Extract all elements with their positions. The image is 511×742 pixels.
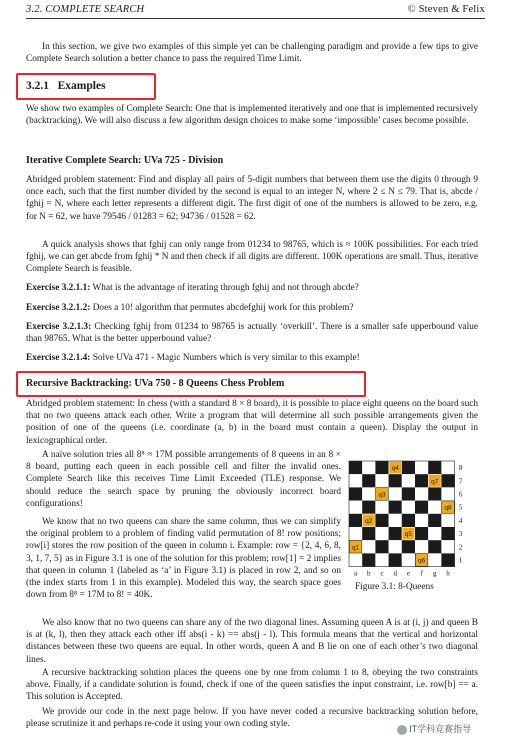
file-label: h [446,569,450,578]
board-square [415,527,428,540]
board-square [375,501,388,514]
exercise-2 [26,302,478,314]
recursive-heading: Recursive Backtracking: UVa 750 - 8 Queens Chess Problem [26,378,285,389]
board-square [362,461,375,474]
file-label: e [406,569,410,578]
board-square [441,553,454,566]
queen-label: q6 [417,557,426,565]
recursive-paragraph-3: We know that no two queens can share the same column, thus we can simplify the original problem to a problem of finding valid permutation of 8! row positions; row[i] stores the row position of the queen in column i. Example: row = {2, 4, 6, 8, 3, 1, 7, 5} as in Figure 3.1 is one of the solution for this problem; row[1] = 2 implies that queen in column 1 (labeled as ‘a’ in Figure 3.1) is placed in row 2, and so on (the index starts from 1 in this example). Modeled this way, the search space goes down from 8⁸ = 17M to 8! = 40K. [26,517,341,601]
board-square [402,461,415,474]
recursive-paragraph-1: Abridged problem statement: In chess (with a standard 8 × 8 board), it is possible to place eight queens on the board such that no two queens attack each other. Write a program that will determine all such possible arrangements given the position of one of the queens (i.e. coordinate (a, b) in the board must contain a queen). Display the output in lexicographical order. [26,399,478,446]
board-square [375,540,388,553]
header-rule [26,18,485,19]
exercise-label: Exercise 3.2.1.3: [26,322,92,332]
board-square [441,514,454,527]
board-square [441,540,454,553]
board-square [428,514,441,527]
exercise-4 [26,352,478,364]
file-label: g [433,569,437,578]
watermark-text: IT学科竞赛指导 [409,725,472,735]
board-square [428,540,441,553]
board-square [441,487,454,500]
iterative-heading: Iterative Complete Search: UVa 725 - Division [26,155,224,166]
board-square [415,540,428,553]
examples-paragraph: We show two examples of Complete Search: One that is implemented iteratively and one that is implemented recursively (backtracking). We will also discuss a few algorithm design choices to make some ‘impossible’ cases become possible. [26,104,478,127]
queen-label: q8 [444,504,452,512]
board-square [428,553,441,566]
board-square [389,501,402,514]
exercise-text: Does a 10! algorithm that permutes abcdefghij work for this problem? [92,303,354,313]
recursive-paragraph-2: A naïve solution tries all 8⁸ ≈ 17M possible arrangements of 8 queens in an 8 × 8 board, putting each queen in each possible cell and filter the invalid ones. Complete Search like this receives Time Limit Exceeded (TLE) response. We should reduce the search space by pruning the obviously incorrect board configurations! [26,450,341,509]
board-square [402,540,415,553]
board-square [349,527,362,540]
board-square [428,487,441,500]
queen-label: q3 [378,491,386,499]
file-label: c [380,569,384,578]
board-square [389,487,402,500]
recursive-highlight-box [16,371,366,397]
board-square [362,553,375,566]
board-square [389,527,402,540]
board-square [402,501,415,514]
rank-label: 8 [458,464,463,473]
recursive-paragraph-6: We provide our code in the next page below. If you have never coded a recursive backtracking solution before, please scrutinize it and perhaps re-code it using your own coding style. [26,707,478,730]
board-square [362,487,375,500]
intro-paragraph: In this section, we give two examples of this simple yet can be challenging paradigm and provide a few tips to give Complete Search solution a better chance to pass the required Time Limit. [26,42,478,65]
exercise-3 [26,321,478,345]
board-square [415,461,428,474]
section-highlight-box [16,73,156,100]
exercise-1 [26,282,478,294]
exercise-label: Exercise 3.2.1.2: [26,303,91,313]
header-authors: © Steven & Felix [407,4,485,15]
board-square [402,474,415,487]
board-square [402,487,415,500]
board-square [349,461,362,474]
board-square [415,501,428,514]
board-square [362,501,375,514]
board-square [389,553,402,566]
board-square [415,514,428,527]
board-square [428,527,441,540]
exercise-label: Exercise 3.2.1.1: [26,283,91,293]
board-square [362,527,375,540]
board-square [402,514,415,527]
exercise-text: What is the advantage of iterating through fghij and not through abcde? [92,283,359,293]
board-square [441,461,454,474]
queen-label: q4 [391,465,399,473]
queen-label: q1 [351,544,360,552]
board-square [349,487,362,500]
figure-caption: Figure 3.1: 8-Queens [355,582,434,592]
rank-label: 7 [458,477,463,486]
rank-label: 4 [458,516,463,525]
file-label: a [354,569,358,578]
file-label: d [393,569,397,578]
header-chapter: 3.2. COMPLETE SEARCH [26,4,145,15]
board-square [375,461,388,474]
exercise-text: Checking fghij from 01234 to 98765 is actually ‘overkill’. There is a smaller safe upperbound value than 98765. What is the better upperbound value? [26,322,479,345]
board-square [349,553,362,566]
board-square [362,540,375,553]
rank-label: 3 [458,530,463,539]
section-title: Examples [57,80,106,92]
recursive-paragraph-5: A recursive backtracking solution places the queens one by one from column 1 to 8, obeying the two constraints above. Finally, if a candidate solution is found, check if one of the queen satisfies the input constraint, i.e. row[b] == a. This solution is Accepted. [26,668,478,703]
board-square [389,514,402,527]
board-square [389,540,402,553]
wechat-icon [397,725,407,735]
section-number: 3.2.1 [26,80,49,92]
eight-queens-board [345,457,470,597]
board-square [375,474,388,487]
iterative-paragraph-2: A quick analysis shows that fghij can only range from 01234 to 98765, which is ≈ 100K possibilities. For each tried fghij, we can get abcde from fghij * N and then check if all digits are different. 100K operations are small. Thus, iterative Complete Search is feasible. [26,240,478,275]
board-square [415,487,428,500]
board-square [362,474,375,487]
running-header [26,4,485,18]
exercise-label: Exercise 3.2.1.4: [26,353,91,363]
recursive-paragraph-4: We also know that no two queens can share any of the two diagonal lines. Assuming queen A is at (i, j) and queen B is at (k, l), then they attack each other iff abs(i - k) == abs(j - l). This formula means that the vertical and horizontal distances between these two queens are equal. In other words, queen A and B lie on one of each other’s two diagonal lines. [26,618,478,665]
queen-label: q2 [365,517,373,525]
board-square [349,501,362,514]
rank-label: 2 [458,543,463,552]
board-square [349,514,362,527]
queen-label: q7 [431,478,439,486]
board-square [415,474,428,487]
board-square [375,553,388,566]
board-square [349,474,362,487]
board-square [428,461,441,474]
watermark [395,722,473,735]
board-square [375,527,388,540]
queen-label: q5 [404,531,413,539]
rank-label: 5 [458,503,463,512]
board-square [441,527,454,540]
board-square [389,474,402,487]
rank-label: 6 [458,490,463,499]
board-square [375,514,388,527]
file-label: f [420,569,423,578]
exercise-text: Solve UVa 471 - Magic Numbers which is very similar to this example! [92,353,360,363]
file-label: b [367,569,371,578]
board-square [428,501,441,514]
rank-label: 1 [458,556,463,565]
board-square [402,553,415,566]
iterative-paragraph-1: Abridged problem statement: Find and display all pairs of 5-digit numbers that between them use the digits 0 through 9 once each, such that the first number divided by the second is equal to an integer N, where 2 ≤ N ≤ 79. That is, abcde / fghij = N, where each letter represents a different digit. The first digit of one of the numbers is allowed to be zero, e.g. for N = 62, we have 79546 / 01283 = 62; 94736 / 01528 = 62. [26,175,478,222]
board-square [441,474,454,487]
